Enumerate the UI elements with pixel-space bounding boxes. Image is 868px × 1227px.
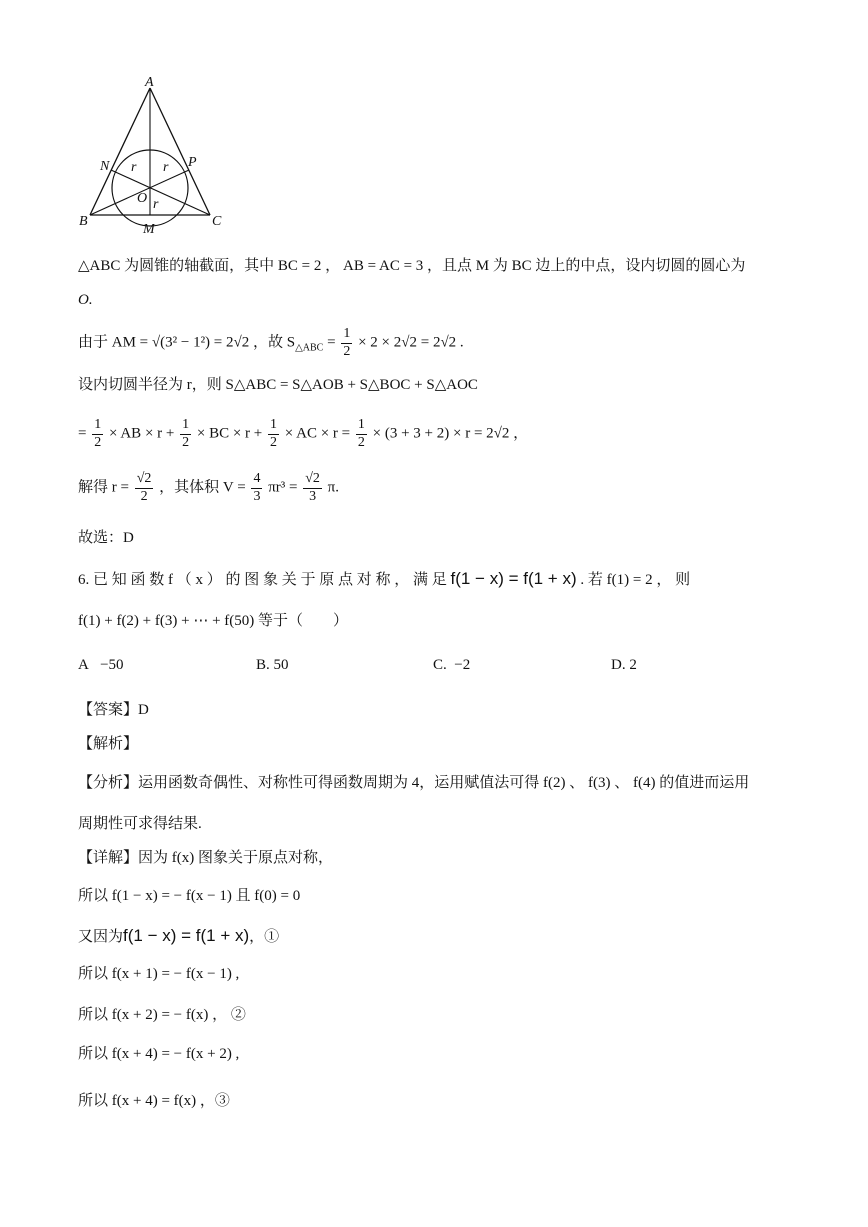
- detail-line-3: [78, 927, 279, 945]
- option-c: [433, 657, 470, 674]
- solution-line-2: O.: [78, 292, 93, 308]
- solution-line-3: [78, 327, 464, 359]
- detail-line-2: 所以 f(1 − x) = − f(x − 1) 且 f(0) = 0: [78, 888, 301, 904]
- label-b: B: [79, 214, 88, 229]
- triangle-incircle-figure: [76, 74, 236, 240]
- label-o: O: [137, 191, 148, 206]
- solution-line-1: △ABC 为圆锥的轴截面，其中 BC = 2 ， AB = AC = 3 ，且点 M 为 BC 边上的中点，设内切圆的圆心为: [78, 258, 746, 274]
- fraction-half: [268, 418, 279, 450]
- frac-num: √2: [135, 472, 154, 489]
- frac-den: 2: [182, 434, 190, 450]
- option-a-label: A: [78, 657, 89, 673]
- detail3-b: f(1 − x) = f(1 + x): [123, 926, 250, 945]
- option-a-value: −50: [100, 657, 124, 673]
- line5-e: × (3 + 3 + 2) × r = 2√2 ，: [372, 425, 529, 442]
- question6-stem-2: f(1) + f(2) + f(3) + ⋯ + f(50) 等于（ ）: [78, 613, 349, 629]
- detail-line-5: 所以 f(x + 2) = − f(x) ， ②: [78, 1007, 246, 1023]
- line6-mid: ，其体积 V =: [159, 479, 246, 496]
- option-d-label: D. 2: [611, 657, 637, 673]
- stem1-a: 6. 已 知 函 数 f （ x ） 的 图 象 关 于 原 点 对 称 ， 满 足: [78, 572, 447, 588]
- line3-pre: 由于 AM = √(3² − 1²) = 2√2 ，故 S: [78, 334, 296, 351]
- line5-d: × AC × r =: [284, 425, 351, 442]
- label-n: N: [100, 159, 110, 174]
- stem1-b: f(1 − x) = f(1 + x): [450, 569, 577, 588]
- line5-c: × BC × r +: [196, 425, 263, 442]
- label-m: M: [143, 222, 155, 237]
- fraction-half: [356, 418, 367, 450]
- frac-num: 1: [341, 327, 352, 344]
- label-r-bottom: r: [153, 197, 159, 212]
- option-a: [78, 657, 124, 674]
- line6-mid2: πr³ =: [268, 479, 298, 496]
- frac-num: 4: [251, 472, 262, 489]
- frac-den: 2: [357, 434, 365, 450]
- detail-line-6: 所以 f(x + 4) = − f(x + 2) ,: [78, 1046, 240, 1062]
- fraction-volume: [303, 472, 322, 504]
- label-r-left: r: [131, 160, 137, 175]
- fenxi-line-2: 周期性可求得结果.: [78, 816, 202, 832]
- line3-post: × 2 × 2√2 = 2√2 .: [358, 334, 464, 351]
- detail-line-7: 所以 f(x + 4) = f(x) ，③: [78, 1093, 230, 1109]
- solution-line-6: [78, 472, 339, 504]
- fraction-half: [180, 418, 191, 450]
- label-p: P: [188, 155, 197, 170]
- fraction-half: [341, 327, 352, 359]
- solution-line-4: 设内切圆半径为 r，则 S△ABC = S△AOB + S△BOC + S△AOC: [78, 377, 478, 393]
- frac-den: 3: [309, 488, 317, 504]
- detail3-c: ，①: [249, 929, 280, 945]
- fraction-r: [135, 472, 154, 504]
- option-b-label: B. 50: [256, 657, 289, 673]
- line5-b: × AB × r +: [108, 425, 175, 442]
- frac-num: 1: [356, 418, 367, 435]
- detail-line-4: 所以 f(x + 1) = − f(x − 1) ,: [78, 966, 240, 982]
- frac-den: 2: [270, 434, 277, 450]
- frac-num: 1: [180, 418, 191, 435]
- answer-line: 【答案】D: [78, 702, 149, 718]
- option-d: [611, 657, 637, 674]
- frac-den: 2: [94, 434, 102, 450]
- frac-den: 2: [140, 488, 148, 504]
- line3-mid: =: [323, 334, 340, 351]
- fraction-half: [92, 418, 103, 450]
- line6-pre: 解得 r =: [78, 479, 129, 496]
- solution-answer: 故选：D: [78, 530, 134, 546]
- stem1-c: . 若 f(1) = 2 ， 则: [580, 572, 691, 588]
- label-a: A: [145, 75, 154, 90]
- line5-a: =: [78, 425, 87, 442]
- frac-num: 1: [92, 418, 103, 435]
- fenxi-line-1: 【分析】运用函数奇偶性、对称性可得函数周期为 4，运用赋值法可得 f(2) 、 f(3) 、 f(4) 的值进而运用: [78, 775, 750, 791]
- line-cn: [111, 170, 210, 215]
- frac-den: 3: [253, 488, 261, 504]
- option-b: [256, 657, 289, 674]
- question6-stem-1: [78, 570, 690, 588]
- detail-line-1: 【详解】因为 f(x) 图象关于原点对称，: [78, 850, 333, 866]
- frac-num: √2: [303, 472, 322, 489]
- frac-num: 1: [268, 418, 279, 435]
- fraction-four-thirds: [251, 472, 262, 504]
- jiexi-line: 【解析】: [78, 736, 139, 752]
- option-c-value: −2: [454, 657, 471, 673]
- line3-sub: △ABC: [295, 342, 324, 354]
- frac-den: 2: [343, 343, 351, 359]
- solution-line-5: [78, 418, 528, 450]
- line6-post: π.: [327, 479, 339, 496]
- option-c-label: C.: [433, 657, 447, 673]
- label-c: C: [212, 214, 222, 229]
- label-r-right: r: [163, 160, 169, 175]
- detail3-a: 又因为: [78, 929, 124, 945]
